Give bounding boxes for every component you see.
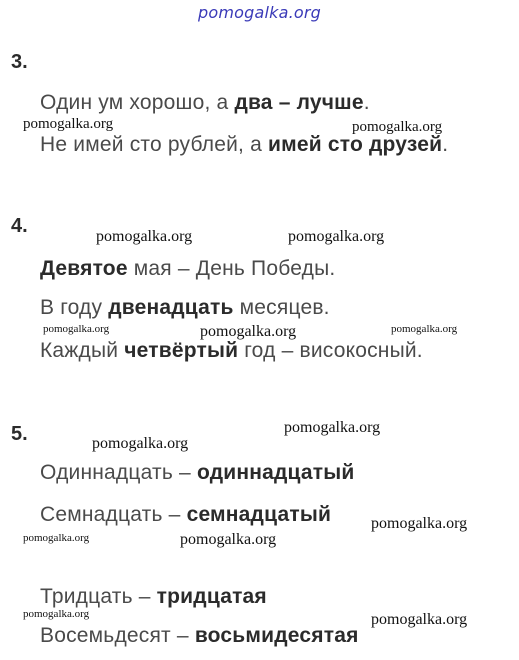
watermark: pomogalka.org (284, 419, 381, 436)
answer-word: четвёртый (124, 339, 239, 362)
sentence-text: Тридцать – (40, 585, 157, 608)
answer-word: тридцатая (156, 585, 267, 608)
sentence-line (40, 461, 354, 485)
watermark: pomogalka.org (23, 608, 90, 620)
sentence-text: Одиннадцать – (40, 461, 197, 484)
watermark: pomogalka.org (371, 515, 468, 532)
watermark: pomogalka.org (391, 323, 458, 335)
watermark: pomogalka.org (43, 323, 110, 335)
answer-word: одиннадцатый (196, 461, 355, 484)
sentence-end: месяцев. (233, 296, 330, 319)
task-number-5: 5. (11, 423, 28, 445)
task-number-4: 4. (11, 215, 28, 237)
sentence-text: В году (40, 296, 109, 319)
sentence-line (40, 624, 359, 648)
task-number-3: 3. (11, 51, 28, 73)
watermark: pomogalka.org (352, 119, 443, 135)
sentence-end: мая – День Победы. (127, 257, 336, 280)
watermark: pomogalka.org (371, 611, 468, 628)
sentence-end: год – високосный. (238, 339, 423, 362)
sentence-line (40, 133, 448, 157)
sentence-line (40, 257, 335, 281)
sentence-line (40, 503, 331, 527)
answer-word: восьмидесятая (194, 624, 359, 647)
answer-word: Девятое (40, 257, 128, 280)
answer-word: семнадцатый (186, 503, 332, 526)
sentence-text: Семнадцать – (40, 503, 187, 526)
watermark: pomogalka.org (96, 228, 193, 245)
sentence-line (40, 339, 423, 363)
watermark: pomogalka.org (23, 116, 114, 132)
answer-word: двенадцать (108, 296, 234, 319)
sentence-end: . (442, 133, 449, 156)
site-header-link[interactable]: pomogalka.org (197, 3, 321, 22)
sentence-text: Не имей сто рублей, а (40, 133, 268, 156)
sentence-text: Восемьдесят – (40, 624, 195, 647)
answer-word: два – лучше (234, 91, 364, 114)
watermark: pomogalka.org (200, 323, 297, 340)
sentence-line (40, 91, 370, 115)
answer-word: имей сто друзей (268, 133, 443, 156)
watermark: pomogalka.org (92, 435, 189, 452)
sentence-text: Каждый (40, 339, 125, 362)
watermark: pomogalka.org (180, 531, 277, 548)
sentence-text: Один ум хорошо, а (40, 91, 235, 114)
watermark: pomogalka.org (288, 228, 385, 245)
sentence-line (40, 296, 330, 320)
sentence-line (40, 585, 267, 609)
sentence-end: . (363, 91, 370, 114)
watermark: pomogalka.org (23, 532, 90, 544)
